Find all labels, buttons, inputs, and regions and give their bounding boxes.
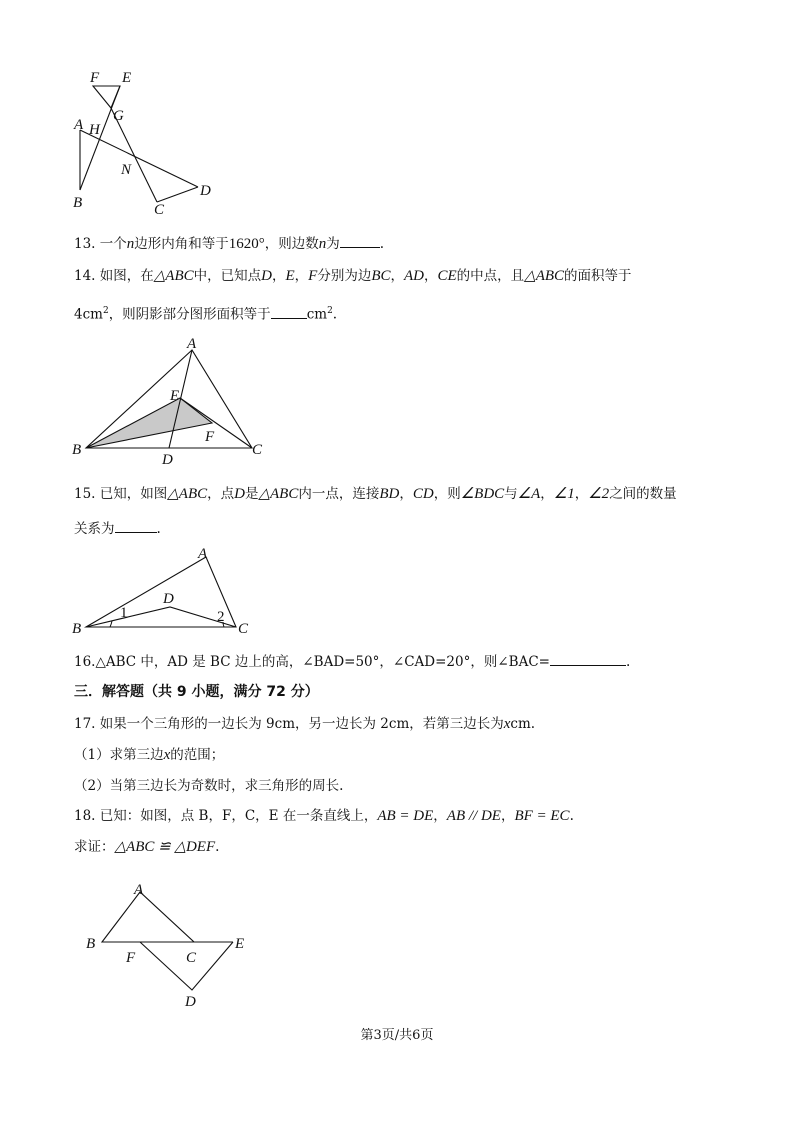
- label-d: D: [163, 591, 174, 607]
- question-14-line-1: 14. 如图，在△ABC中，已知点D，E，F分别为边BC，AD，CE的中点，且△ABC的面积等于: [74, 268, 632, 284]
- section-3-heading: 三．解答题（共 9 小题，满分 72 分）: [74, 684, 319, 700]
- label-b: B: [72, 621, 82, 637]
- question-14-line-2: $4cm^2$，则阴影部分图形面积等于 $cm^2$.: [74, 302, 337, 324]
- label-a: A: [74, 117, 84, 133]
- label-d: D: [185, 994, 196, 1010]
- triangle-abc: [86, 557, 236, 627]
- question-18: 18. 已知：如图，点 B，F，C，E 在一条直线上，AB = DE，AB // DE，BF = EC.: [74, 808, 574, 824]
- label-n: N: [121, 162, 132, 178]
- label-g: G: [113, 108, 124, 124]
- question-15-line-1: 15. 已知，如图△ABC，点D是△ABC内一点，连接BD，CD，则∠BDC与∠A，∠1，∠2之间的数量: [74, 486, 677, 502]
- label-angle-1: 1: [120, 605, 128, 621]
- answer-blank-15[interactable]: [115, 518, 157, 533]
- question-15-line-2: 关系为 .: [74, 518, 161, 538]
- segment-e-ab: [80, 86, 120, 190]
- label-c: C: [186, 950, 197, 966]
- label-f: F: [205, 429, 215, 445]
- question-17-part-1: （1）求第三边x的范围；: [74, 747, 225, 763]
- answer-blank-13[interactable]: [340, 233, 380, 248]
- label-f: F: [126, 950, 136, 966]
- label-d: D: [200, 183, 211, 199]
- label-a: A: [198, 546, 208, 562]
- label-angle-2: 2: [217, 609, 225, 625]
- segments-b-d-c: [86, 607, 236, 627]
- triangle-abc: [102, 892, 194, 942]
- label-b: B: [86, 936, 96, 952]
- label-a: A: [187, 336, 197, 352]
- segment-a-d: [80, 130, 198, 187]
- label-c: C: [252, 442, 263, 458]
- question-18-prove: 求证：△ABC ≌ △DEF.: [74, 839, 220, 855]
- label-e: E: [122, 70, 132, 86]
- answer-blank-16[interactable]: [550, 651, 626, 666]
- page-footer: 第3页/共6页: [360, 1028, 434, 1043]
- question-16: 16.△ABC 中，AD 是 BC 边上的高，∠BAD=50°，∠CAD=20°，则∠BAC= .: [74, 651, 630, 671]
- label-b: B: [72, 442, 82, 458]
- segment-c-d: [157, 187, 198, 202]
- label-c: C: [238, 621, 249, 637]
- figure-triangles-intersecting: [60, 62, 230, 217]
- label-h: H: [89, 122, 100, 138]
- label-d: D: [162, 452, 173, 468]
- label-e: E: [170, 388, 180, 404]
- label-e: E: [235, 936, 245, 952]
- label-b: B: [73, 195, 83, 211]
- angle-arc-1: [110, 621, 112, 627]
- figure-15-triangle-inner-point: [66, 545, 266, 640]
- figure-14-triangle-shaded: [66, 338, 276, 468]
- question-17: 17. 如果一个三角形的一边长为 9cm，另一边长为 2cm，若第三边长为xcm.: [74, 716, 536, 732]
- shaded-triangle-bef: [86, 398, 212, 448]
- label-c: C: [154, 202, 165, 218]
- label-f: F: [90, 70, 100, 86]
- label-a: A: [134, 882, 144, 898]
- question-13: 13. 一个n边形内角和等于1620°，则边数n为 .: [74, 233, 384, 253]
- question-17-part-2: （2）当第三边长为奇数时，求三角形的周长.: [74, 778, 344, 794]
- figure-18-congruent-triangles: [78, 880, 258, 1010]
- answer-blank-14[interactable]: [271, 304, 307, 319]
- triangle-abc: [86, 350, 252, 448]
